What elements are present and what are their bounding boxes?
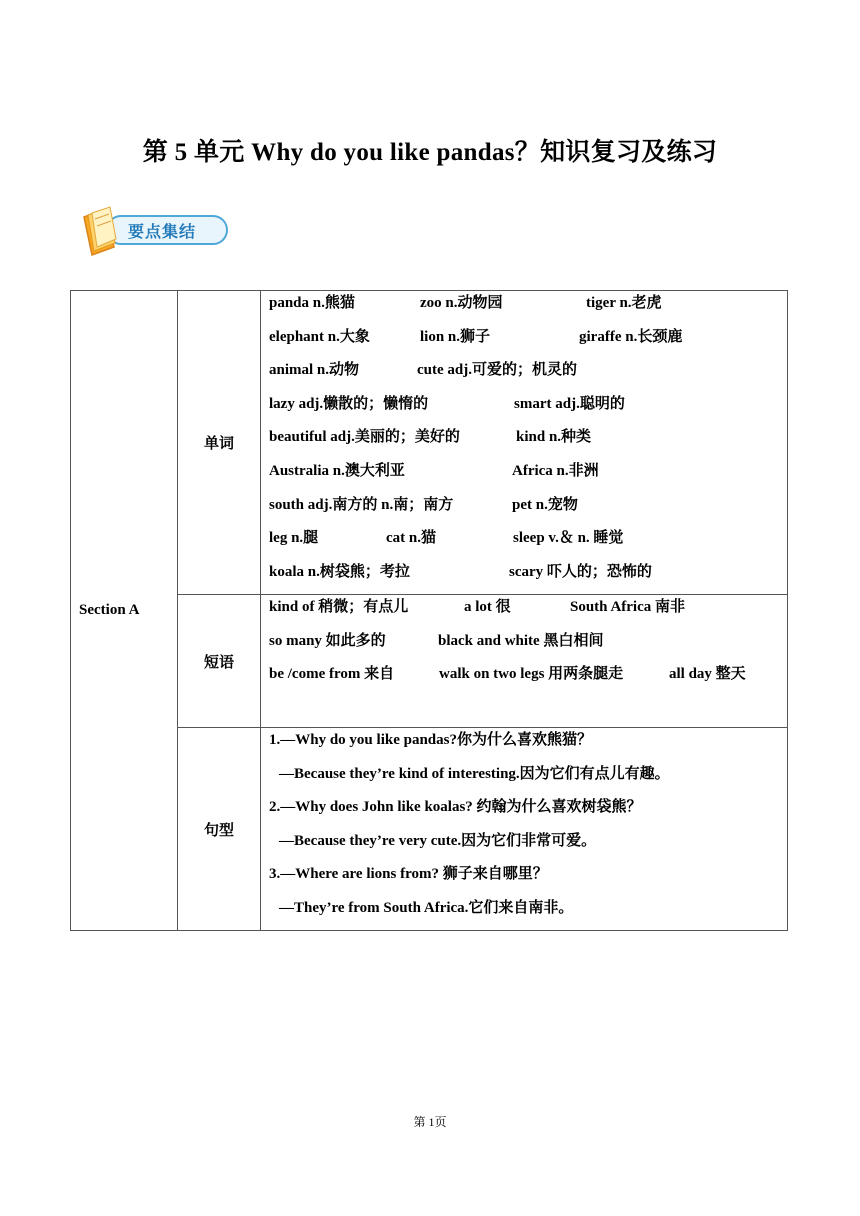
vocab-item: smart adj.聪明的 [514, 395, 625, 412]
vocab-item: koala n.树袋熊；考拉 [269, 563, 410, 580]
vocab-item: kind n.种类 [516, 429, 592, 446]
vocab-item: zoo n.动物园 [420, 295, 503, 311]
phrase-item: so many 如此多的 [269, 632, 386, 649]
category-vocab: 单词 [178, 291, 261, 595]
book-icon [80, 205, 126, 259]
page-title: 第 5 单元 Why do you like pandas？知识复习及练习 [142, 139, 718, 166]
sentence-line: —Because they’re kind of interesting.因为它们有点儿有趣。 [279, 765, 670, 782]
vocab-cell [261, 291, 788, 595]
vocab-item: panda n.熊猫 [269, 295, 355, 311]
phrase-item: a lot 很 [464, 599, 511, 615]
phrase-item: black and white 黑白相间 [438, 632, 604, 649]
vocab-item: tiger n.老虎 [586, 295, 662, 311]
page-footer: 第 1页 [413, 1115, 447, 1129]
vocab-item: pet n.宠物 [512, 496, 578, 513]
banner-label: 要点集结 [128, 222, 197, 241]
category-phrases: 短语 [178, 595, 261, 728]
sentence-line: 3.—Where are lions from? 狮子来自哪里？ [269, 866, 548, 883]
vocab-item: Africa n.非洲 [512, 462, 599, 479]
vocab-table [70, 290, 788, 931]
vocab-item: animal n.动物 [269, 362, 360, 379]
sentence-line: —Because they’re very cute.因为它们非常可爱。 [279, 832, 597, 849]
section-cell: Section A [71, 291, 178, 931]
vocab-item: scary 吓人的；恐怖的 [509, 563, 652, 580]
phrases-cell [261, 595, 788, 728]
sentence-line: 2.—Why does John like koalas? 约翰为什么喜欢树袋熊？ [269, 799, 642, 816]
vocab-item: south adj.南方的 n.南；南方 [269, 496, 454, 513]
sentences-cell [261, 728, 788, 931]
vocab-item: giraffe n.长颈鹿 [579, 328, 683, 345]
vocab-item: sleep v.＆ n. 睡觉 [513, 530, 624, 547]
vocab-row [269, 493, 787, 527]
vocab-item: elephant n.大象 [269, 328, 370, 345]
category-sentences: 句型 [178, 728, 261, 931]
vocab-item: cute adj.可爱的；机灵的 [417, 362, 577, 379]
phrase-item: kind of 稍微；有点儿 [269, 599, 409, 615]
vocab-row [269, 425, 787, 459]
phrase-row [269, 629, 787, 663]
vocab-item: Australia n.澳大利亚 [269, 462, 405, 479]
vocab-row [269, 560, 787, 594]
vocab-item: lazy adj.懒散的；懒惰的 [269, 395, 429, 412]
phrase-item: be /come from 来自 [269, 666, 395, 683]
vocab-item: beautiful adj.美丽的；美好的 [269, 429, 460, 446]
phrase-item: South Africa 南非 [570, 599, 686, 615]
vocab-item: lion n.狮子 [420, 328, 491, 345]
phrase-row [269, 662, 787, 696]
vocab-row [269, 459, 787, 493]
vocab-item: cat n.猫 [386, 530, 436, 547]
sentence-line: 1.—Why do you like pandas?你为什么喜欢熊猫？ [269, 732, 592, 748]
sentence-line: —They’re from South Africa.它们来自南非。 [279, 899, 574, 916]
vocab-row [269, 358, 787, 392]
vocab-row [269, 392, 787, 426]
section-banner [80, 205, 232, 259]
vocab-item: leg n.腿 [269, 530, 319, 547]
vocab-row [269, 325, 787, 359]
phrase-item: all day 整天 [669, 666, 746, 683]
vocab-row [269, 526, 787, 560]
phrase-item: walk on two legs 用两条腿走 [439, 666, 624, 683]
phrase-row [269, 595, 787, 629]
vocab-row [269, 291, 787, 325]
